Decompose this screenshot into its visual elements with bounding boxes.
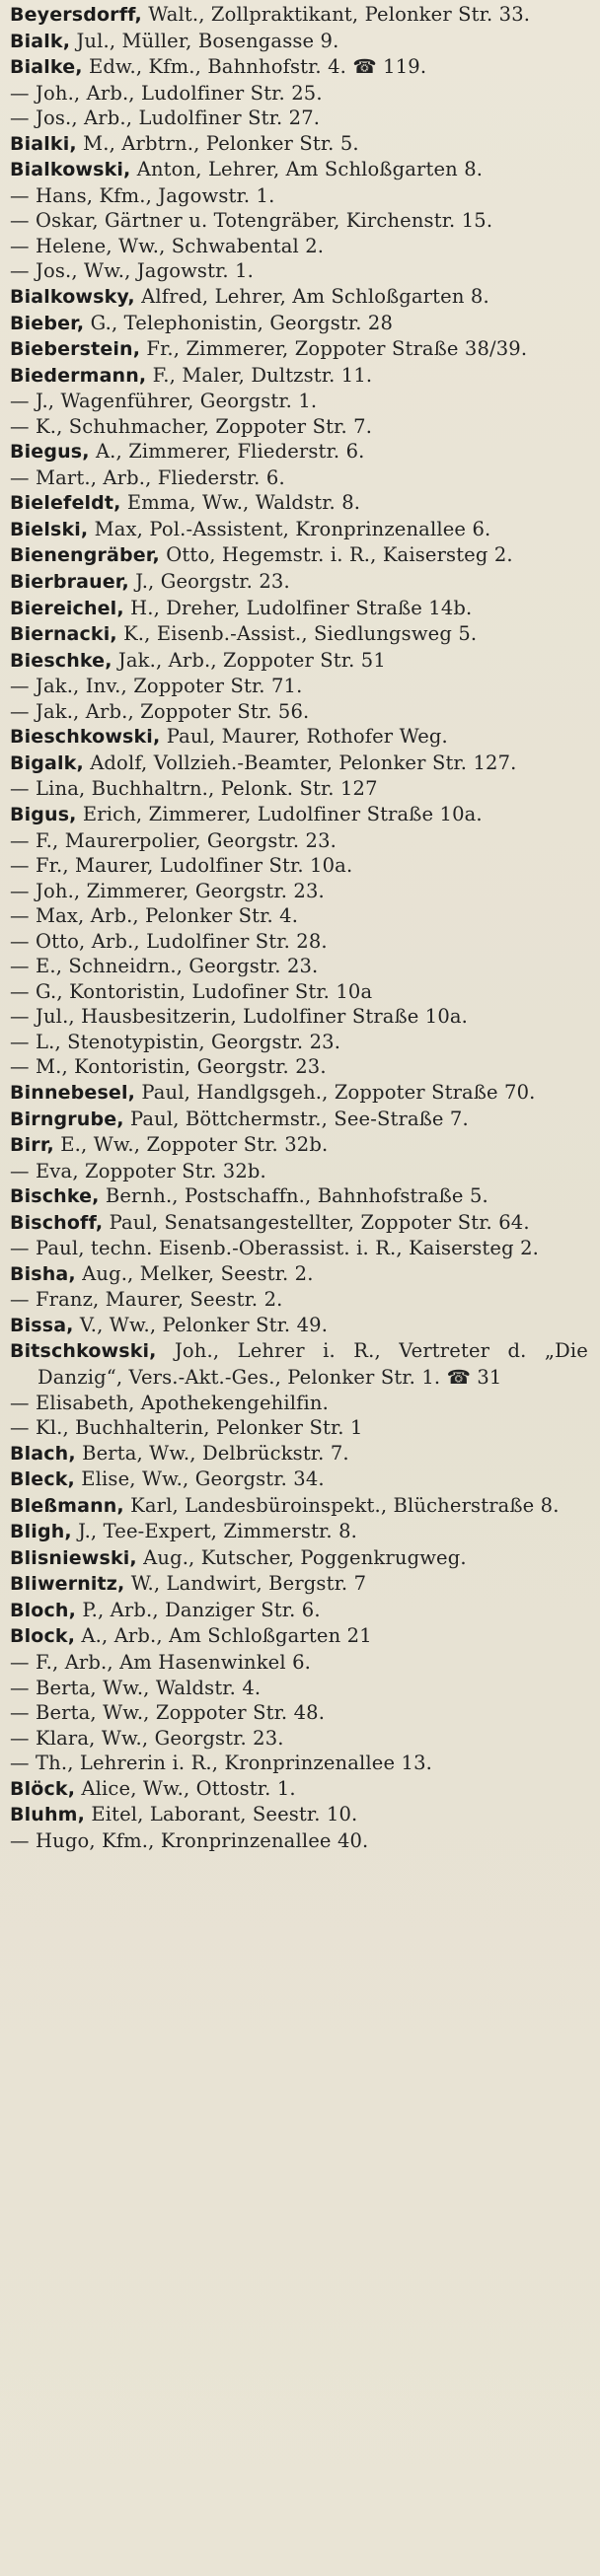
directory-entry [10, 1519, 588, 1545]
directory-subentry [10, 699, 588, 725]
entry-surname: Bligh, [10, 1521, 72, 1543]
directory-entry [10, 29, 588, 55]
ditto-dash: — [10, 107, 36, 130]
directory-entry [10, 724, 588, 751]
ditto-dash: — [10, 929, 36, 953]
directory-subentry [10, 465, 588, 491]
directory-entry [10, 54, 588, 81]
directory-subentry [10, 1650, 588, 1676]
directory-entry [10, 1467, 588, 1493]
entry-surname: Bielski, [10, 518, 89, 540]
ditto-dash: — [10, 854, 36, 878]
entry-details: Helene, Ww., Schwabental 2. [36, 234, 325, 257]
entry-details: K., Schuhmacher, Zoppoter Str. 7. [36, 414, 373, 438]
directory-entry [10, 1493, 588, 1520]
ditto-dash: — [10, 955, 36, 978]
entry-details: Berta, Ww., Zoppoter Str. 48. [36, 1701, 326, 1725]
directory-subentry [10, 1236, 588, 1261]
directory-subentry [10, 1159, 588, 1184]
entry-details: Joh., Arb., Ludolfiner Str. 25. [36, 81, 323, 105]
directory-entry [10, 1571, 588, 1598]
entry-surname: Bieschke, [10, 649, 112, 672]
directory-entry [10, 596, 588, 622]
entry-surname: Biernacki, [10, 623, 117, 646]
entry-details: Franz, Maurer, Seestr. 2. [36, 1288, 283, 1312]
ditto-dash: — [10, 1005, 36, 1029]
entry-details: Alfred, Lehrer, Am Schloßgarten 8. [134, 285, 489, 309]
ditto-dash: — [10, 1651, 36, 1674]
ditto-dash: — [10, 1030, 36, 1053]
entry-surname: Bienengräber, [10, 544, 160, 567]
directory-entry [10, 439, 588, 465]
entry-details: Paul, techn. Eisenb.-Oberassist. i. R., Kaisersteg 2. [36, 1237, 539, 1260]
directory-subentry [10, 979, 588, 1005]
entry-details: Eva, Zoppoter Str. 32b. [36, 1159, 266, 1182]
entry-details: Berta, Ww., Waldstr. 4. [36, 1676, 262, 1699]
directory-subentry [10, 929, 588, 955]
directory-entry [10, 569, 588, 596]
directory-entry [10, 490, 588, 517]
directory-subentry [10, 208, 588, 234]
directory-subentry [10, 1030, 588, 1055]
entry-details: Max, Arb., Pelonker Str. 4. [36, 904, 299, 928]
directory-subentry [10, 828, 588, 854]
entry-details: Eitel, Laborant, Seestr. 10. [84, 1803, 358, 1826]
directory-entry [10, 1183, 588, 1210]
entry-details: Jul., Müller, Bosengasse 9. [70, 29, 339, 52]
entry-details: Aug., Melker, Seestr. 2. [75, 1261, 314, 1285]
entry-surname: Bluhm, [10, 1804, 85, 1826]
entry-details: Alice, Ww., Ottostr. 1. [75, 1776, 296, 1800]
entry-details: F., Maler, Dultzstr. 11. [146, 363, 373, 387]
ditto-dash: — [10, 1701, 36, 1725]
entry-details: Paul, Böttchermstr., See-Straße 7. [123, 1107, 469, 1130]
entry-details: Erich, Zimmerer, Ludolfiner Straße 10a. [76, 802, 483, 825]
entry-details: Joh., Zimmerer, Georgstr. 23. [36, 879, 325, 902]
directory-entry [10, 336, 588, 363]
ditto-dash: — [10, 1159, 36, 1182]
directory-entry-list [10, 2, 588, 1853]
directory-entry [10, 1313, 588, 1339]
entry-details: E., Ww., Zoppoter Str. 32b. [53, 1133, 329, 1157]
directory-entry [10, 1338, 588, 1390]
entry-details: H., Dreher, Ludolfiner Straße 14b. [123, 596, 473, 619]
entry-surname: Bloch, [10, 1599, 76, 1621]
directory-subentry [10, 1700, 588, 1726]
entry-details: Otto, Arb., Ludolfiner Str. 28. [36, 929, 328, 953]
directory-entry [10, 1545, 588, 1572]
entry-details: Paul, Senatsangestellter, Zoppoter Str. 64. [103, 1210, 530, 1234]
entry-details: Emma, Ww., Waldstr. 8. [120, 491, 361, 515]
entry-details: Hans, Kfm., Jagowstr. 1. [36, 183, 275, 207]
entry-details: G., Kontoristin, Ludofiner Str. 10a [36, 979, 373, 1003]
entry-surname: Bigus, [10, 803, 77, 825]
entry-details: Fr., Maurer, Ludolfiner Str. 10a. [36, 854, 353, 878]
directory-entry [10, 802, 588, 828]
entry-details: J., Wagenführer, Georgstr. 1. [36, 390, 318, 413]
directory-subentry [10, 389, 588, 414]
directory-subentry [10, 1828, 588, 1854]
entry-surname: Bissa, [10, 1314, 74, 1336]
ditto-dash: — [10, 209, 36, 233]
ditto-dash: — [10, 259, 36, 283]
directory-subentry [10, 954, 588, 979]
directory-entry [10, 751, 588, 777]
directory-entry [10, 1210, 588, 1237]
entry-details: Jos., Arb., Ludolfiner Str. 27. [36, 107, 321, 130]
entry-surname: Blöck, [10, 1777, 76, 1800]
entry-details: K., Eisenb.-Assist., Siedlungsweg 5. [116, 622, 478, 646]
entry-details: Oskar, Gärtner u. Totengräber, Kirchenstr. 15. [36, 209, 493, 233]
entry-details: J., Georgstr. 23. [128, 570, 290, 594]
ditto-dash: — [10, 879, 36, 902]
entry-surname: Bleßmann, [10, 1494, 124, 1517]
ditto-dash: — [10, 904, 36, 928]
directory-subentry [10, 106, 588, 131]
directory-subentry [10, 1415, 588, 1441]
ditto-dash: — [10, 1055, 36, 1079]
ditto-dash: — [10, 1726, 36, 1750]
entry-details: Anton, Lehrer, Am Schloßgarten 8. [130, 158, 484, 181]
entry-surname: Bialk, [10, 30, 71, 52]
directory-subentry [10, 258, 588, 284]
directory-entry [10, 1441, 588, 1467]
directory-entry [10, 621, 588, 648]
directory-subentry [10, 1676, 588, 1701]
ditto-dash: — [10, 1752, 36, 1775]
entry-details: Bernh., Postschaffn., Bahnhofstraße 5. [99, 1184, 488, 1208]
entry-details: Hugo, Kfm., Kronprinzenallee 40. [36, 1828, 369, 1852]
ditto-dash: — [10, 1237, 36, 1260]
entry-details: Aug., Kutscher, Poggenkrugweg. [136, 1545, 467, 1569]
entry-details: Jak., Arb., Zoppoter Str. 51 [112, 648, 386, 672]
entry-surname: Beyersdorff, [10, 4, 142, 26]
entry-details: G., Telephonistin, Georgstr. 28 [84, 311, 394, 334]
ditto-dash: — [10, 414, 36, 438]
directory-entry [10, 363, 588, 390]
entry-surname: Bialki, [10, 132, 77, 155]
directory-entry [10, 1107, 588, 1133]
entry-details: Max, Pol.-Assistent, Kronprinzenallee 6. [88, 517, 491, 540]
entry-details: Mart., Arb., Fliederstr. 6. [36, 465, 285, 489]
entry-details: Otto, Hegemstr. i. R., Kaisersteg 2. [159, 543, 513, 567]
ditto-dash: — [10, 1288, 36, 1312]
directory-subentry [10, 234, 588, 259]
ditto-dash: — [10, 1828, 36, 1852]
directory-entry [10, 1080, 588, 1107]
entry-details: M., Kontoristin, Georgstr. 23. [36, 1055, 327, 1079]
entry-surname: Bigalk, [10, 751, 84, 774]
entry-details: M., Arbtrn., Pelonker Str. 5. [76, 131, 359, 155]
ditto-dash: — [10, 1391, 36, 1414]
entry-details: Walt., Zollpraktikant, Pelonker Str. 33. [141, 3, 531, 26]
directory-entry [10, 1623, 588, 1650]
directory-entry [10, 1598, 588, 1624]
entry-surname: Bierbrauer, [10, 571, 129, 594]
entry-details: Joh., Lehrer i. R., Vertreter d. „Die Danzig“, Vers.-Akt.-Ges., Pelonker Str. 1. ☎ 31 [38, 1339, 588, 1389]
ditto-dash: — [10, 828, 36, 852]
directory-entry [10, 648, 588, 675]
directory-subentry [10, 776, 588, 802]
entry-surname: Bisha, [10, 1262, 76, 1285]
entry-surname: Bialkowski, [10, 159, 131, 181]
ditto-dash: — [10, 465, 36, 489]
entry-surname: Binnebesel, [10, 1081, 135, 1104]
directory-subentry [10, 903, 588, 929]
directory-subentry [10, 183, 588, 209]
directory-entry [10, 2, 588, 29]
directory-entry [10, 1132, 588, 1159]
entry-surname: Blach, [10, 1442, 76, 1465]
entry-surname: Biedermann, [10, 364, 147, 387]
entry-details: Jak., Inv., Zoppoter Str. 71. [36, 675, 303, 698]
entry-surname: Bielefeldt, [10, 492, 121, 515]
entry-details: Paul, Handlgsgeh., Zoppoter Straße 70. [135, 1080, 536, 1104]
entry-details: L., Stenotypistin, Georgstr. 23. [36, 1030, 341, 1053]
ditto-dash: — [10, 81, 36, 105]
entry-details: Th., Lehrerin i. R., Kronprinzenallee 13. [36, 1752, 432, 1775]
ditto-dash: — [10, 675, 36, 698]
entry-surname: Biereichel, [10, 597, 124, 619]
ditto-dash: — [10, 183, 36, 207]
entry-surname: Birngrube, [10, 1108, 124, 1130]
entry-details: W., Landwirt, Bergstr. 7 [124, 1572, 367, 1596]
entry-surname: Bischke, [10, 1185, 100, 1208]
directory-subentry [10, 1726, 588, 1752]
directory-subentry [10, 1054, 588, 1080]
entry-surname: Block, [10, 1625, 76, 1648]
directory-subentry [10, 1287, 588, 1313]
entry-details: F., Maurerpolier, Georgstr. 23. [36, 828, 337, 852]
directory-subentry [10, 81, 588, 107]
directory-entry [10, 157, 588, 183]
directory-entry [10, 284, 588, 311]
entry-surname: Biegus, [10, 441, 90, 464]
directory-subentry [10, 414, 588, 440]
directory-entry [10, 517, 588, 543]
entry-details: A., Arb., Am Schloßgarten 21 [75, 1624, 372, 1648]
entry-details: Lina, Buchhaltrn., Pelonk. Str. 127 [36, 777, 378, 801]
entry-surname: Bieberstein, [10, 338, 141, 361]
entry-surname: Blisniewski, [10, 1546, 137, 1569]
entry-details: Jak., Arb., Zoppoter Str. 56. [36, 699, 310, 723]
entry-details: Elise, Ww., Georgstr. 34. [74, 1467, 325, 1491]
ditto-dash: — [10, 234, 36, 257]
entry-details: F., Arb., Am Hasenwinkel 6. [36, 1651, 312, 1674]
directory-entry [10, 1776, 588, 1803]
ditto-dash: — [10, 699, 36, 723]
entry-surname: Bialkowsky, [10, 286, 135, 309]
directory-subentry [10, 879, 588, 904]
entry-surname: Bliwernitz, [10, 1573, 125, 1596]
entry-details: Elisabeth, Apothekengehilfin. [36, 1391, 329, 1414]
ditto-dash: — [10, 1676, 36, 1699]
entry-surname: Bieschkowski, [10, 726, 161, 749]
directory-entry [10, 311, 588, 337]
entry-details: Berta, Ww., Delbrückstr. 7. [75, 1441, 349, 1465]
entry-details: Adolf, Vollzieh.-Beamter, Pelonker Str. 127. [83, 751, 517, 774]
entry-surname: Bleck, [10, 1468, 75, 1491]
directory-entry [10, 542, 588, 569]
directory-subentry [10, 674, 588, 699]
entry-details: Karl, Landesbüroinspekt., Blücherstraße 8. [123, 1493, 560, 1517]
entry-surname: Bialke, [10, 56, 83, 79]
directory-subentry [10, 853, 588, 879]
entry-details: E., Schneidrn., Georgstr. 23. [36, 955, 319, 978]
directory-subentry [10, 1391, 588, 1416]
entry-details: P., Arb., Danziger Str. 6. [75, 1598, 321, 1621]
directory-subentry [10, 1751, 588, 1776]
ditto-dash: — [10, 390, 36, 413]
entry-details: A., Zimmerer, Fliederstr. 6. [89, 440, 365, 464]
directory-entry [10, 1261, 588, 1288]
directory-entry [10, 131, 588, 158]
entry-details: Jul., Hausbesitzerin, Ludolfiner Straße 10a. [36, 1005, 469, 1029]
entry-details: V., Ww., Pelonker Str. 49. [73, 1313, 329, 1336]
ditto-dash: — [10, 979, 36, 1003]
entry-details: Kl., Buchhalterin, Pelonker Str. 1 [36, 1416, 363, 1440]
entry-details: Fr., Zimmerer, Zoppoter Straße 38/39. [140, 337, 528, 361]
entry-details: Klara, Ww., Georgstr. 23. [36, 1726, 284, 1750]
entry-surname: Bieber, [10, 312, 85, 334]
ditto-dash: — [10, 1416, 36, 1440]
entry-surname: Bitschkowski, [10, 1340, 157, 1363]
entry-details: Edw., Kfm., Bahnhofstr. 4. ☎ 119. [82, 55, 427, 79]
entry-details: Paul, Maurer, Rothofer Weg. [160, 725, 448, 749]
entry-surname: Bischoff, [10, 1211, 104, 1234]
entry-details: Jos., Ww., Jagowstr. 1. [36, 259, 255, 283]
directory-subentry [10, 1004, 588, 1030]
entry-surname: Birr, [10, 1134, 54, 1157]
ditto-dash: — [10, 777, 36, 801]
directory-entry [10, 1802, 588, 1828]
entry-details: J., Tee-Expert, Zimmerstr. 8. [71, 1520, 357, 1543]
